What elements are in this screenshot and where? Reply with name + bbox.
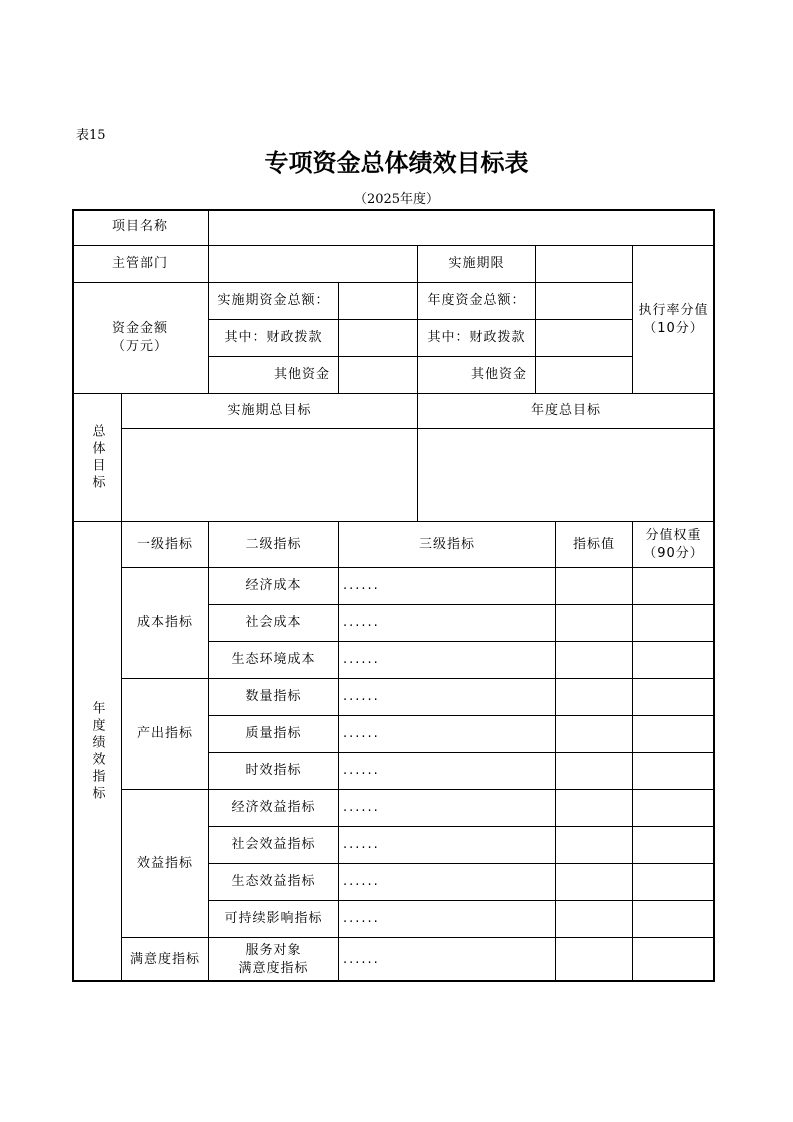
annual-total-funds-label: 年度资金总额： (418, 283, 536, 320)
indicator-value-cell[interactable] (556, 642, 633, 679)
indicator-value-cell[interactable] (556, 938, 633, 982)
period-fiscal-funds-value[interactable] (339, 320, 418, 357)
weight-cell[interactable] (633, 864, 715, 901)
indicator-value-cell[interactable] (556, 679, 633, 716)
level2-indicator: 生态效益指标 (209, 864, 339, 901)
level1-indicator: 满意度指标 (122, 938, 209, 982)
period-label: 实施期限 (418, 246, 536, 283)
level1-indicator: 效益指标 (122, 790, 209, 938)
level1-indicator: 产出指标 (122, 679, 209, 790)
level2-indicator: 可持续影响指标 (209, 901, 339, 938)
indicator-value-cell[interactable] (556, 568, 633, 605)
indicator-value-cell[interactable] (556, 605, 633, 642)
level1-indicator: 成本指标 (122, 568, 209, 679)
annual-fiscal-funds-value[interactable] (536, 320, 633, 357)
period-total-funds-label: 实施期资金总额： (209, 283, 339, 320)
weight-cell[interactable] (633, 938, 715, 982)
period-fiscal-funds-label: 其中：财政拨款 (209, 320, 339, 357)
indicator-value-cell[interactable] (556, 790, 633, 827)
annual-other-funds-value[interactable] (536, 357, 633, 394)
level3-indicator[interactable]: ...... (339, 679, 556, 716)
level2-indicator: 社会效益指标 (209, 827, 339, 864)
level2-indicator: 时效指标 (209, 753, 339, 790)
table-number: 表15 (76, 128, 106, 143)
project-name-label: 项目名称 (72, 209, 209, 246)
level3-indicator[interactable]: ...... (339, 827, 556, 864)
weight-cell[interactable] (633, 901, 715, 938)
performance-goal-table (72, 209, 715, 982)
weight-cell[interactable] (633, 605, 715, 642)
overall-goal-label: 总体目标 (72, 394, 122, 522)
annual-goal-header: 年度总目标 (418, 394, 715, 429)
department-value[interactable] (209, 246, 418, 283)
level2-indicator: 数量指标 (209, 679, 339, 716)
indicator-value-header: 指标值 (556, 522, 633, 568)
annual-indicators-label: 年度绩效指标 (72, 522, 122, 982)
weight-cell[interactable] (633, 827, 715, 864)
level2-indicator: 社会成本 (209, 605, 339, 642)
level3-indicator[interactable]: ...... (339, 716, 556, 753)
level3-indicator[interactable]: ...... (339, 938, 556, 982)
annual-goal-content[interactable] (418, 429, 715, 522)
level3-indicator[interactable]: ...... (339, 605, 556, 642)
indicator-value-cell[interactable] (556, 901, 633, 938)
weight-cell[interactable] (633, 753, 715, 790)
period-other-funds-value[interactable] (339, 357, 418, 394)
weight-cell[interactable] (633, 568, 715, 605)
level2-indicator: 服务对象 满意度指标 (209, 938, 339, 982)
period-other-funds-label: 其他资金 (209, 357, 339, 394)
period-total-funds-value[interactable] (339, 283, 418, 320)
weight-header: 分值权重 （90分） (633, 522, 715, 568)
annual-other-funds-label: 其他资金 (418, 357, 536, 394)
level3-indicator[interactable]: ...... (339, 642, 556, 679)
period-goal-content[interactable] (122, 429, 418, 522)
indicator-value-cell[interactable] (556, 716, 633, 753)
weight-cell[interactable] (633, 642, 715, 679)
level2-indicator: 经济成本 (209, 568, 339, 605)
level2-indicator: 生态环境成本 (209, 642, 339, 679)
level2-indicator: 质量指标 (209, 716, 339, 753)
level3-header: 三级指标 (339, 522, 556, 568)
weight-cell[interactable] (633, 716, 715, 753)
project-name-value[interactable] (209, 209, 715, 246)
period-goal-header: 实施期总目标 (122, 394, 418, 429)
department-label: 主管部门 (72, 246, 209, 283)
annual-fiscal-funds-label: 其中：财政拨款 (418, 320, 536, 357)
level2-indicator: 经济效益指标 (209, 790, 339, 827)
weight-cell[interactable] (633, 679, 715, 716)
level3-indicator[interactable]: ...... (339, 864, 556, 901)
annual-total-funds-value[interactable] (536, 283, 633, 320)
weight-cell[interactable] (633, 790, 715, 827)
level3-indicator[interactable]: ...... (339, 901, 556, 938)
period-value[interactable] (536, 246, 633, 283)
indicator-value-cell[interactable] (556, 864, 633, 901)
year-subtitle: （2025年度） (353, 192, 440, 207)
level1-header: 一级指标 (122, 522, 209, 568)
indicator-value-cell[interactable] (556, 827, 633, 864)
indicator-value-cell[interactable] (556, 753, 633, 790)
level3-indicator[interactable]: ...... (339, 753, 556, 790)
funds-label: 资金金额 （万元） (72, 283, 209, 394)
level3-indicator[interactable]: ...... (339, 790, 556, 827)
page-title: 专项资金总体绩效目标表 (264, 149, 529, 177)
level3-indicator[interactable]: ...... (339, 568, 556, 605)
execution-rate-score-label: 执行率分值（10分） (633, 246, 715, 394)
level2-header: 二级指标 (209, 522, 339, 568)
